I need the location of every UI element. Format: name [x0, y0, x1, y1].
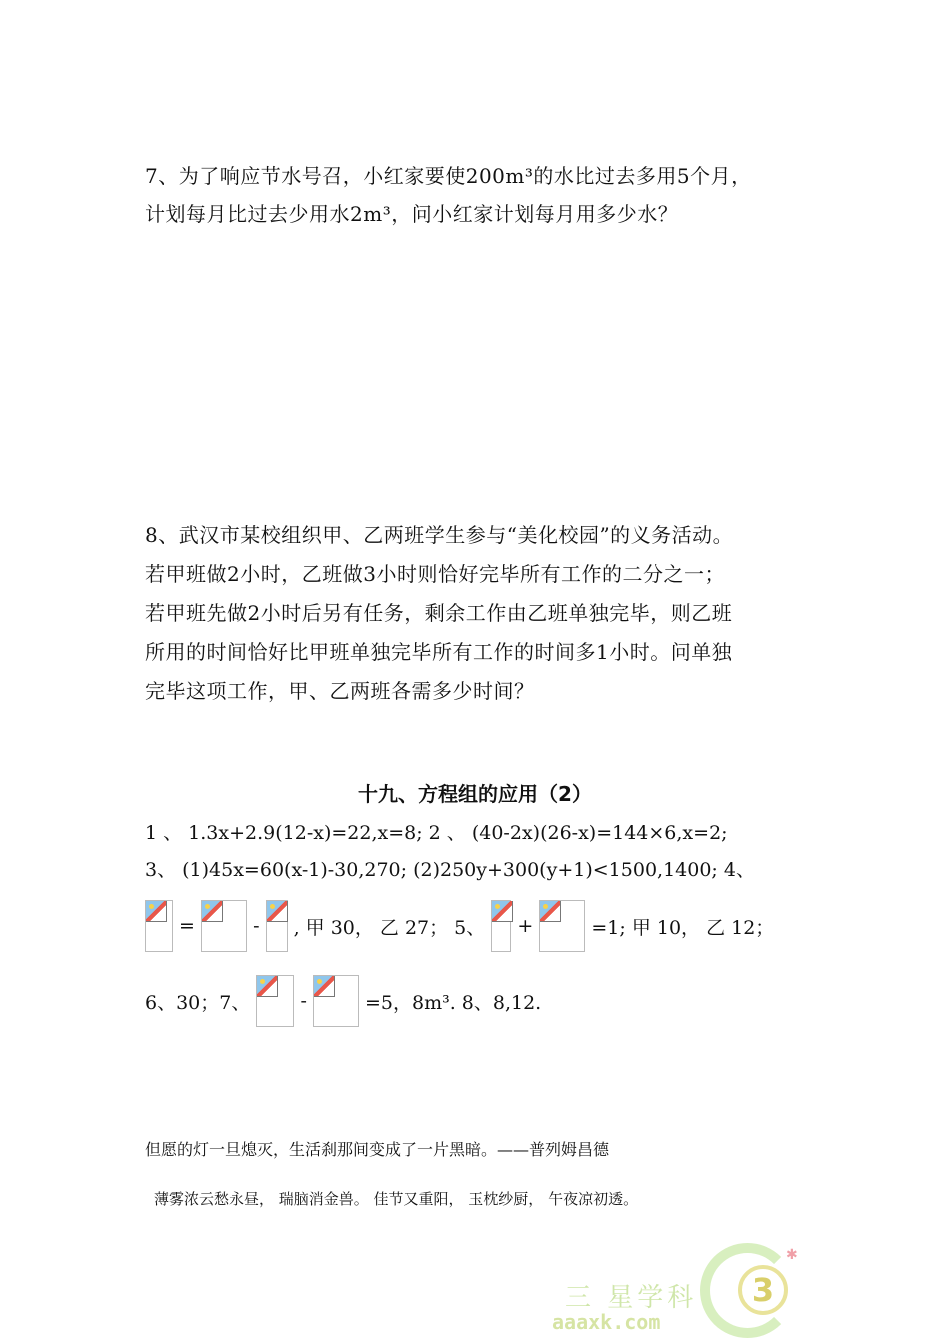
q8-line-3: 若甲班先做2小时后另有任务，剩余工作由乙班单独完毕，则乙班 [145, 601, 733, 625]
answer-line-3 [145, 900, 774, 952]
formula-image-icon [201, 900, 247, 952]
logo-url-text: aaaxk.com [552, 1310, 661, 1334]
quote-2: 薄雾浓云愁永昼， 瑞脑消金兽。 佳节又重阳， 玉枕纱厨， 午夜凉初透。 [154, 1190, 639, 1208]
logo-brand-text: 三 星学科 [565, 1283, 698, 1313]
question-7 [145, 157, 815, 233]
formula-image-icon [256, 975, 294, 1027]
answer-5-result: =1; 甲 10， 乙 12； [591, 916, 775, 939]
minus-sign: - [300, 990, 307, 1012]
equals-sign: = [179, 915, 195, 937]
formula-image-icon [313, 975, 359, 1027]
formula-image-icon [266, 900, 288, 952]
section-title: 十九、方程组的应用（2） [358, 782, 592, 806]
formula-image-icon [145, 900, 173, 952]
answer-4-and-5-text: , 甲 30， 乙 27； 5、 [293, 916, 486, 939]
q8-line-5: 完毕这项工作，甲、乙两班各需多少时间？ [145, 679, 535, 703]
plus-sign: + [517, 915, 534, 937]
answer-7-8-result: =5，8m³. 8、8,12. [364, 991, 542, 1014]
answer-line-4 [145, 975, 541, 1027]
q8-line-2: 若甲班做2小时，乙班做3小时则恰好完毕所有工作的二分之一； [145, 562, 725, 586]
question-8 [145, 516, 815, 711]
quote-1: 但愿的灯一旦熄灭，生活刹那间变成了一片黑暗。——普列姆昌德 [145, 1140, 610, 1159]
logo-digit: 3 [738, 1265, 788, 1315]
minus-sign: - [253, 915, 260, 937]
formula-image-icon [539, 900, 585, 952]
q8-line-1: 8、武汉市某校组织甲、乙两班学生参与“美化校园”的义务活动。 [145, 523, 734, 547]
answer-line-1: 1 、 1.3x+2.9(12-x)=22,x=8; 2 、 (40-2x)(26-x)=144×6,x=2; [145, 822, 728, 844]
star-icon: ✱ [786, 1247, 798, 1263]
q8-line-4: 所用的时间恰好比甲班单独完毕所有工作的时间多1小时。问单独 [145, 640, 733, 664]
q7-line-2: 计划每月比过去少用水2m³，问小红家计划每月用多少水？ [145, 202, 679, 226]
q7-line-1: 7、为了响应节水号召，小红家要使200m³的水比过去多用5个月， [145, 164, 752, 188]
answer-6-7-label: 6、30；7、 [145, 991, 251, 1014]
answer-line-2: 3、 (1)45x=60(x-1)-30,270; (2)250y+300(y+1)<1500,1400; 4、 [145, 859, 755, 881]
watermark-logo [540, 1235, 810, 1340]
formula-image-icon [491, 900, 511, 952]
